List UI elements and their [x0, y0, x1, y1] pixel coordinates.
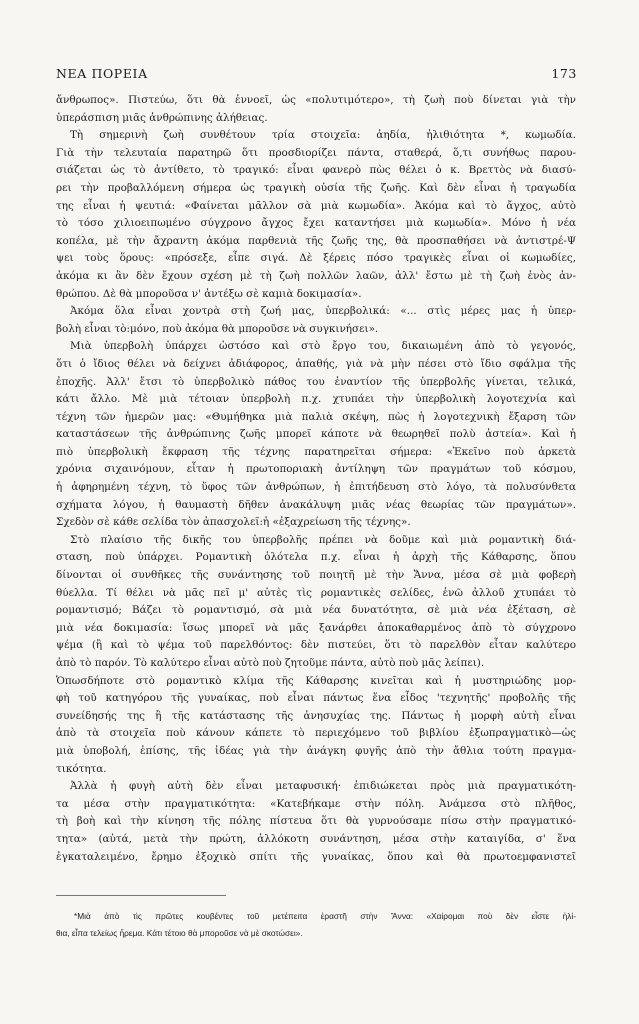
text-line: τητα» (αὐτά, μετὰ τὴν πρώτη, ἀλλόκοτη συνάντηση, μέσα στὴν καταιγίδα, σ' ἕνα [56, 832, 576, 845]
text-line: Μιὰ ὑπερβολὴ ὑπάρχει ὡστόσο καὶ στὸ ἔργο του, δικαιωμένη ἀπὸ τὸ γεγονός, [70, 340, 576, 353]
text-line: ὑπεράσπιση μιᾶς ἀνθρώπινης ἀλήθειας. [56, 111, 268, 124]
text-line: συνείδησής της ἢ τῆς κατάστασης τῆς ἀνησυχίας της. Πάντως ἡ μορφὴ αὐτὴ εἶναι [56, 709, 576, 722]
text-line: Σχεδὸν σὲ κάθε σελίδα τὸν ἀπασχολεῖ:ἡ «ἐξαχρείωση τῆς τέχνης». [56, 516, 411, 529]
text-line: σιάζεται ὡς τὸ ἀντίθετο, τὸ τραγικό: εἶναι φανερὸ πὼς θέλει ὁ κ. Βρεττὸς νὰ διασύ- [56, 164, 576, 177]
text-line: Ὁπωσδήποτε στὸ ρομαντικὸ κλίμα τῆς Κάθαρσης κινεῖται καὶ ἡ μυστηριώδης μορ- [56, 674, 576, 687]
text-line: Γιὰ τὴν τελευταία παρατηρῶ ὅτι προσδιορίζει πάντα, σταθερά, ὅ,τι συνήθως παρου- [56, 146, 576, 159]
text-line: τὸ τόσο χιλιοειπωμένο σύγχρονο ἄγχος ἔχει καταντήσει μιὰ κωμωδία». Μόνο ἡ νέα [56, 217, 576, 230]
footnote-line: *Μιὰ ἀπὸ τὶς πρῶτες κουβέντες τοῦ μετέπειτα ἐραστῆ στὴν Ἄννα: «Χαίρομαι ποὺ δὲν εἶστε ἠλί- [74, 911, 576, 921]
text-line: ἐγκαταλειμένο, ἔρημο ἐξοχικὸ σπίτι τῆς γυναίκας, ὅπου καὶ θὰ πρωτοεμφανιστεῖ [56, 850, 576, 863]
text-line: Ἀκόμα ὅλα εἶναι χοντρὰ στὴ ζωή μας, ὑπερβολικά: «... στὶς μέρες μας ἡ ὑπερ- [70, 305, 576, 318]
text-line: της εἶναι ἡ ψευτιά: «Φαίνεται μᾶλλον σὰ μιὰ κωμωδία». Ἀκόμα καὶ τὸ ἄγχος, αὐτὸ [56, 199, 576, 212]
text-line: πιὸ ὑπερβολικὴ ἔκφραση τῆς τέχνης παρατηρεῖται σήμερα: «Ἐκεῖνο ποὺ ἀρκετὰ [56, 445, 576, 458]
text-line: τὴ βοὴ καὶ τὴν κίνηση τῆς πόλης πίστευα ὅτι θὰ γυρνούσαμε πίσω στὴν πραγματικό- [56, 815, 576, 828]
text-line: μιὰ νέα δοκιμασία: ἴσως μπορεῖ νὰ μᾶς ξανάρθει ἀποκαθαρμένος ἀπὸ τὸ σύγχρονο [56, 621, 576, 634]
text-line: μιὰ ὑποβολή, ἐπίσης, τῆς ἰδέας γιὰ τὴν ἀνάγκη φυγῆς ἀπὸ τὴν ἄθλια τούτη πραγμα- [56, 744, 576, 757]
text-line: τα μέσα στὴν πραγματικότητα: «Κατεβήκαμε στὴν πόλη. Ἀνάμεσα στὸ πλῆθος, [56, 797, 576, 810]
footnote-divider [56, 895, 226, 896]
text-line: χρόνια σιχαινόμουν, εἶταν ἡ πρωτοποριακὴ ἀντίληψη τῶν πραγμάτων τοῦ κόσμου, [56, 463, 576, 476]
text-line: Τὴ σημερινὴ ζωὴ συνθέτουν τρία στοιχεῖα: ἀηδία, ἠλιθιότητα *, κωμωδία. [70, 129, 576, 142]
text-line: βολὴ εἶναι τὸ:μόνο, ποὺ ἀκόμα θὰ μποροῦσε νὰ συγκινήσει». [56, 322, 379, 335]
text-line: καταστάσεων τῆς ἀνθρώπινης ζωῆς μπορεῖ κάποτε νὰ θεωρηθεῖ πολὺ ἀστεία». Καὶ ἡ [56, 428, 576, 441]
text-line: δίνονται οἱ συνθῆκες τῆς συνάντησης τοῦ ποιητῆ μὲ τὴν Ἄννα, μέσα σὲ μιὰ φοβερὴ [56, 569, 576, 582]
text-line: θύελλα. Τί θέλει νὰ μᾶς πεῖ μ' αὐτὲς τὶς ρομαντικὲς σελίδες, ἐνῶ ἀλλοῦ χτυπάει τὸ [56, 586, 576, 599]
footnotes [56, 908, 576, 942]
text-line: ἡ ἀφηρημένη τέχνη, τὸ ὕφος τῶν ἀνθρώπων, ἡ ἐπιτήδευση στὸ λόγο, τὰ πολυσύνθετα [56, 481, 576, 494]
text-line: σχήματα λόγου, ἡ θαυμαστὴ δῆθεν ἀνακάλυψη μιᾶς νέας θεωρίας τῶν πραγμάτων». [56, 498, 576, 511]
text-line: ἐποχῆς. Ἀλλ' ἔτσι τὸ ὑπερβολικὸ πάθος του ἐναντίον τῆς ὑπερβολῆς γίνεται, τελικά, [56, 375, 576, 388]
text-line: ρομαντισμό; Βάζει τὸ ρομαντισμό, σὰ μιὰ νέα δυνατότητα, σὲ μιὰ νέα ἐξέταση, σὲ [56, 604, 576, 617]
text-line: ἀπὸ τὸ παρόν. Τὸ καλύτερο εἶναι αὐτὸ ποὺ ζητοῦμε πάντα, αὐτὸ ποὺ μᾶς λείπει). [56, 657, 485, 669]
text-line: ψει τοὺς ὅρους: «πρόσεξε, εἶπε σιγά. Δὲ ξέρεις πόσο τραγικὲς εἶναι οἱ κωμωδίες, [56, 252, 576, 265]
text-line: κοπέλα, μὲ τὴν ἄχραντη ἀκόμα παρθενιὰ τῆς ζωῆς της, θὰ προσπαθήσει νὰ ἀντιστρέ-Ψ [56, 234, 576, 247]
text-line: τικότητα. [56, 762, 107, 775]
text-line: σταση, ποὺ ὑπάρχει. Ρομαντικὴ ὁλότελα π.χ. εἶναι ἡ ἀρχὴ τῆς Κάθαρσης, ὅπου [56, 551, 576, 564]
running-title: ΝΕΑ ΠΟΡΕΙΑ [56, 66, 148, 81]
text-line: κάτι ἄλλο. Μὲ μιὰ τέτοιαν ὑπερβολὴ π.χ. χτυπάει τὴν ὑπερβολικὴ λογοτεχνία καὶ [56, 393, 576, 406]
page-number: 173 [551, 66, 577, 81]
text-line: ἀκόμα κι ἂν δὲν ἔχουν σχέση μὲ τὴ ζωὴ πολλῶν λαῶν, ἀλλ' ἔστω μὲ τὴ ζωὴ ἑνὸς ἀν- [56, 269, 576, 282]
running-header [56, 66, 577, 81]
text-line: τέχνη τῶν ἡμερῶν μας: «Θυμήθηκα μιὰ παλιὰ σκέψη, πὼς ἡ λογοτεχνικὴ ἔξαρση τῶν [56, 410, 576, 423]
text-line: ἀπὸ τὰ στοιχεῖα ποὺ κάνουν κάπετε τὸ περιεχόμενο τοῦ βιβλίου ἐξωπραγματικὸ—ὡς [56, 727, 576, 740]
text-line: Ἀλλὰ ἡ φυγὴ αὐτὴ δὲν εἶναι μεταφυσική· ἐπιδιώκεται πρὸς μιὰ πραγματικότη- [70, 780, 576, 793]
text-line: ἄνθρωπος». Πιστεύω, ὅτι θὰ ἐννοεῖ, ὡς «πολυτιμότερο», τὴ ζωὴ ποὺ δίνεται γιὰ τὴν [56, 94, 576, 106]
text-line: Στὸ πλαίσιο τῆς δικῆς του ὑπερβολῆς πρέπει νὰ δοῦμε καὶ μιὰ ρομαντικὴ διά- [70, 533, 576, 546]
body-text [56, 92, 576, 866]
text-line: φὴ τοῦ κατηγόρου τῆς γυναίκας, ποὺ εἶναι πάντως ἕνα εἶδος 'τεχνητῆς' προβολῆς τῆς [56, 692, 576, 705]
text-line: θρώπου. Δὲ θὰ μποροῦσα ν' ἀντέξω σὲ καμιὰ δοκιμασία». [56, 287, 362, 300]
footnote-line: θια, εἶπα τελείως ἤρεμα. Κάτι τέτοιο θὰ μποροῦσε νὰ μὲ σκοτώσει». [56, 928, 303, 938]
text-line: ρει τὴν προβαλλόμενη σήμερα ὡς τραγικὴ οὐσία τῆς ζωῆς. Καὶ δὲν εἶναι ἡ τραγωδία [56, 181, 576, 194]
text-line: ὅτι ὁ ἴδιος θέλει νὰ δείχνει ἀδιάφορος, ἀπαθής, γιὰ νὰ μὴν πέσει στὸ ἴδιο σφάλμα τῆς [56, 357, 576, 370]
text-line: ψέμα (ἢ καὶ τὸ ψέμα τοῦ παρελθόντος: δὲν πιστεύει, ὅτι τὸ παρελθὸν εἶταν καλύτερο [56, 639, 576, 652]
